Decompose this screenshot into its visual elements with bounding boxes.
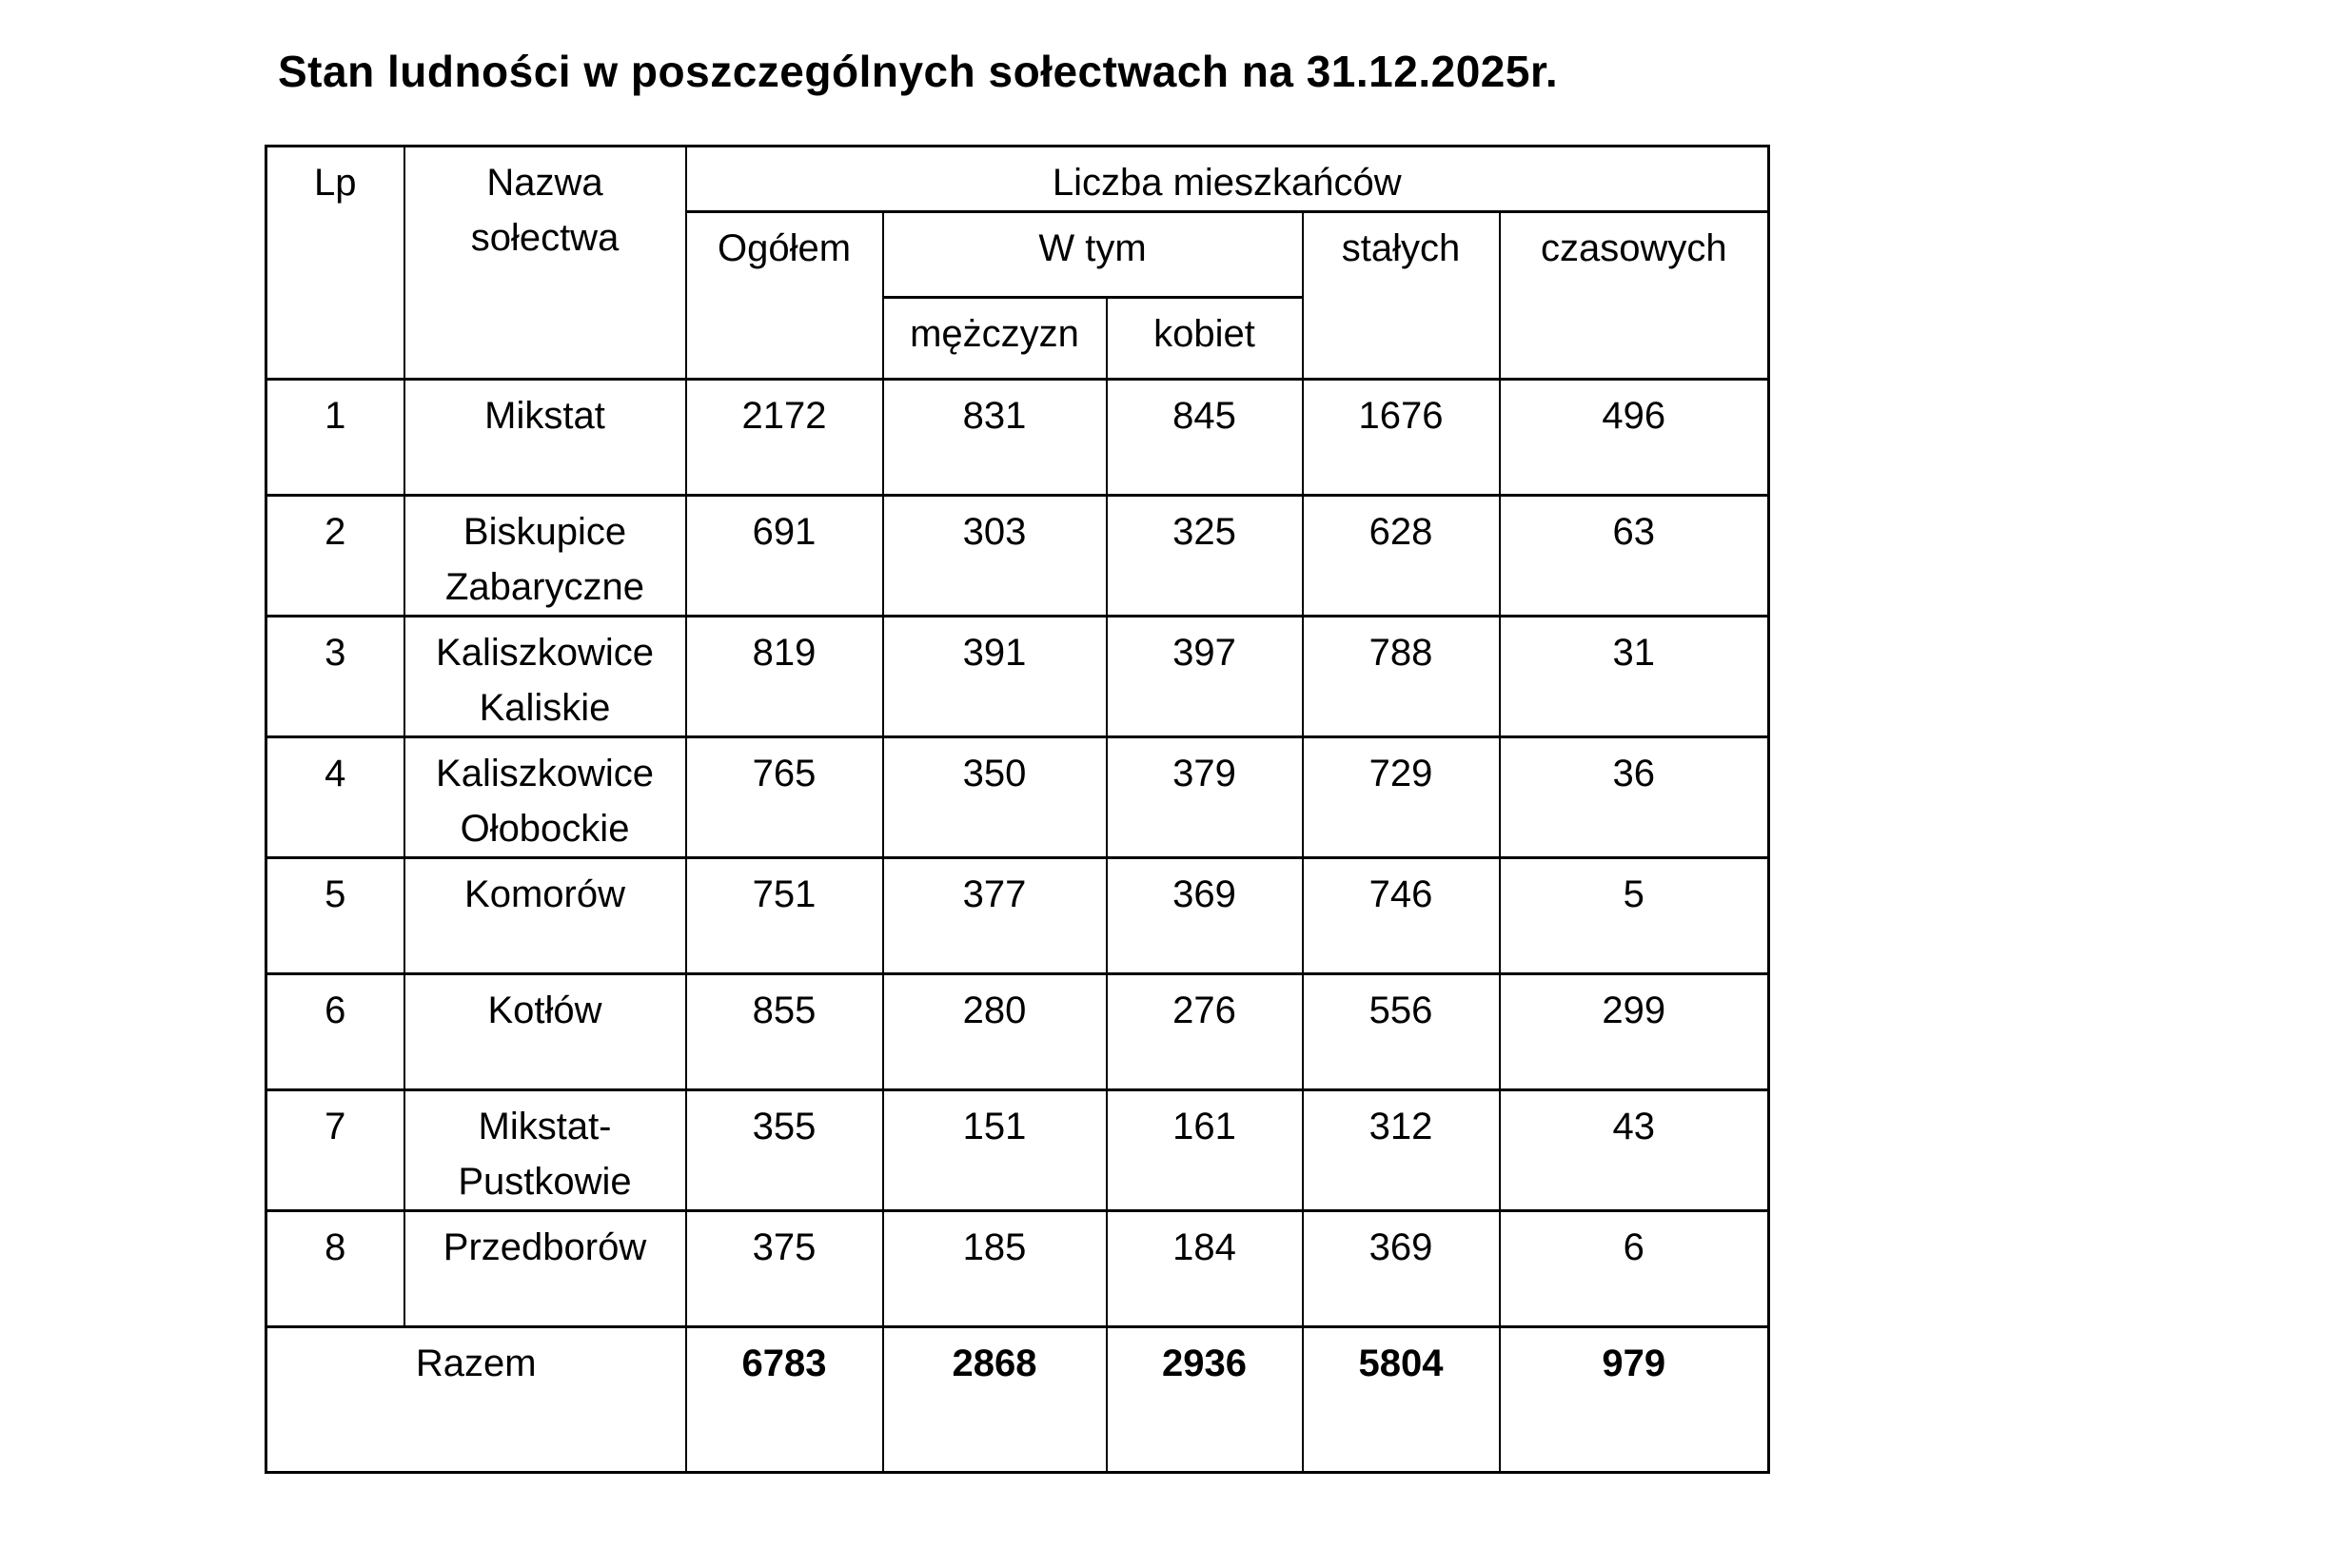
kobiet-cell: 369 [1107,858,1303,974]
total-mezczyzn-cell: 2868 [883,1327,1107,1473]
name-cell: Kaliszkowice Ołobockie [404,737,686,858]
table-row-przedborow [266,1211,1769,1327]
lp-cell: 2 [266,496,404,617]
stalych-cell: 556 [1303,974,1500,1090]
lp-cell: 4 [266,737,404,858]
total-czasowych-cell: 979 [1500,1327,1769,1473]
total-ogolem-cell: 6783 [686,1327,883,1473]
stalych-cell: 788 [1303,617,1500,737]
column-header-kobiet: kobiet [1107,298,1303,380]
ogolem-cell: 375 [686,1211,883,1327]
czasowych-cell: 36 [1500,737,1769,858]
kobiet-cell: 325 [1107,496,1303,617]
ogolem-cell: 819 [686,617,883,737]
population-table [265,145,1770,1474]
table-total-row [266,1327,1769,1473]
lp-cell: 5 [266,858,404,974]
column-header-stalych: stałych [1303,212,1500,380]
kobiet-cell: 161 [1107,1090,1303,1211]
mezczyzn-cell: 391 [883,617,1107,737]
lp-cell: 1 [266,380,404,496]
column-header-lp: Lp [266,147,404,380]
ogolem-cell: 2172 [686,380,883,496]
mezczyzn-cell: 185 [883,1211,1107,1327]
table-row-biskupice-zabaryczne [266,496,1769,617]
column-header-mezczyzn: mężczyzn [883,298,1107,380]
mezczyzn-cell: 350 [883,737,1107,858]
kobiet-cell: 379 [1107,737,1303,858]
czasowych-cell: 6 [1500,1211,1769,1327]
lp-cell: 3 [266,617,404,737]
name-cell: Kotłów [404,974,686,1090]
mezczyzn-cell: 831 [883,380,1107,496]
kobiet-cell: 397 [1107,617,1303,737]
ogolem-cell: 855 [686,974,883,1090]
czasowych-cell: 5 [1500,858,1769,974]
kobiet-cell: 184 [1107,1211,1303,1327]
column-header-ogolem: Ogółem [686,212,883,380]
header-row-1 [266,147,1769,212]
name-cell: Kaliszkowice Kaliskie [404,617,686,737]
stalych-cell: 369 [1303,1211,1500,1327]
mezczyzn-cell: 303 [883,496,1107,617]
column-header-nazwa-line2: sołectwa [470,217,620,259]
stalych-cell: 312 [1303,1090,1500,1211]
czasowych-cell: 63 [1500,496,1769,617]
czasowych-cell: 31 [1500,617,1769,737]
ogolem-cell: 691 [686,496,883,617]
kobiet-cell: 276 [1107,974,1303,1090]
czasowych-cell: 43 [1500,1090,1769,1211]
name-cell: Mikstat [404,380,686,496]
lp-cell: 7 [266,1090,404,1211]
czasowych-cell: 496 [1500,380,1769,496]
table-row-mikstat [266,380,1769,496]
page-title: Stan ludności w poszczególnych sołectwach na 31.12.2025r. [278,47,1559,96]
mezczyzn-cell: 377 [883,858,1107,974]
mezczyzn-cell: 280 [883,974,1107,1090]
czasowych-cell: 299 [1500,974,1769,1090]
column-header-w-tym: W tym [883,212,1303,298]
table-row-mikstat-pustkowie [266,1090,1769,1211]
total-stalych-cell: 5804 [1303,1327,1500,1473]
table-row-komorow [266,858,1769,974]
ogolem-cell: 765 [686,737,883,858]
name-cell: Biskupice Zabaryczne [404,496,686,617]
column-header-liczba-mieszkancow: Liczba mieszkańców [686,147,1769,212]
stalych-cell: 746 [1303,858,1500,974]
stalych-cell: 729 [1303,737,1500,858]
table-row-kaliszkowice-kaliskie [266,617,1769,737]
column-header-czasowych: czasowych [1500,212,1769,380]
total-label: Razem [266,1327,686,1473]
name-cell: Mikstat-Pustkowie [404,1090,686,1211]
mezczyzn-cell: 151 [883,1090,1107,1211]
total-kobiet-cell: 2936 [1107,1327,1303,1473]
column-header-nazwa-line1: Nazwa [486,162,603,204]
name-cell: Przedborów [404,1211,686,1327]
table-row-kaliszkowice-olobockie [266,737,1769,858]
ogolem-cell: 355 [686,1090,883,1211]
table-row-kotlow [266,974,1769,1090]
lp-cell: 6 [266,974,404,1090]
stalych-cell: 1676 [1303,380,1500,496]
name-cell: Komorów [404,858,686,974]
lp-cell: 8 [266,1211,404,1327]
column-header-nazwa-solectwa [404,147,686,380]
stalych-cell: 628 [1303,496,1500,617]
kobiet-cell: 845 [1107,380,1303,496]
ogolem-cell: 751 [686,858,883,974]
